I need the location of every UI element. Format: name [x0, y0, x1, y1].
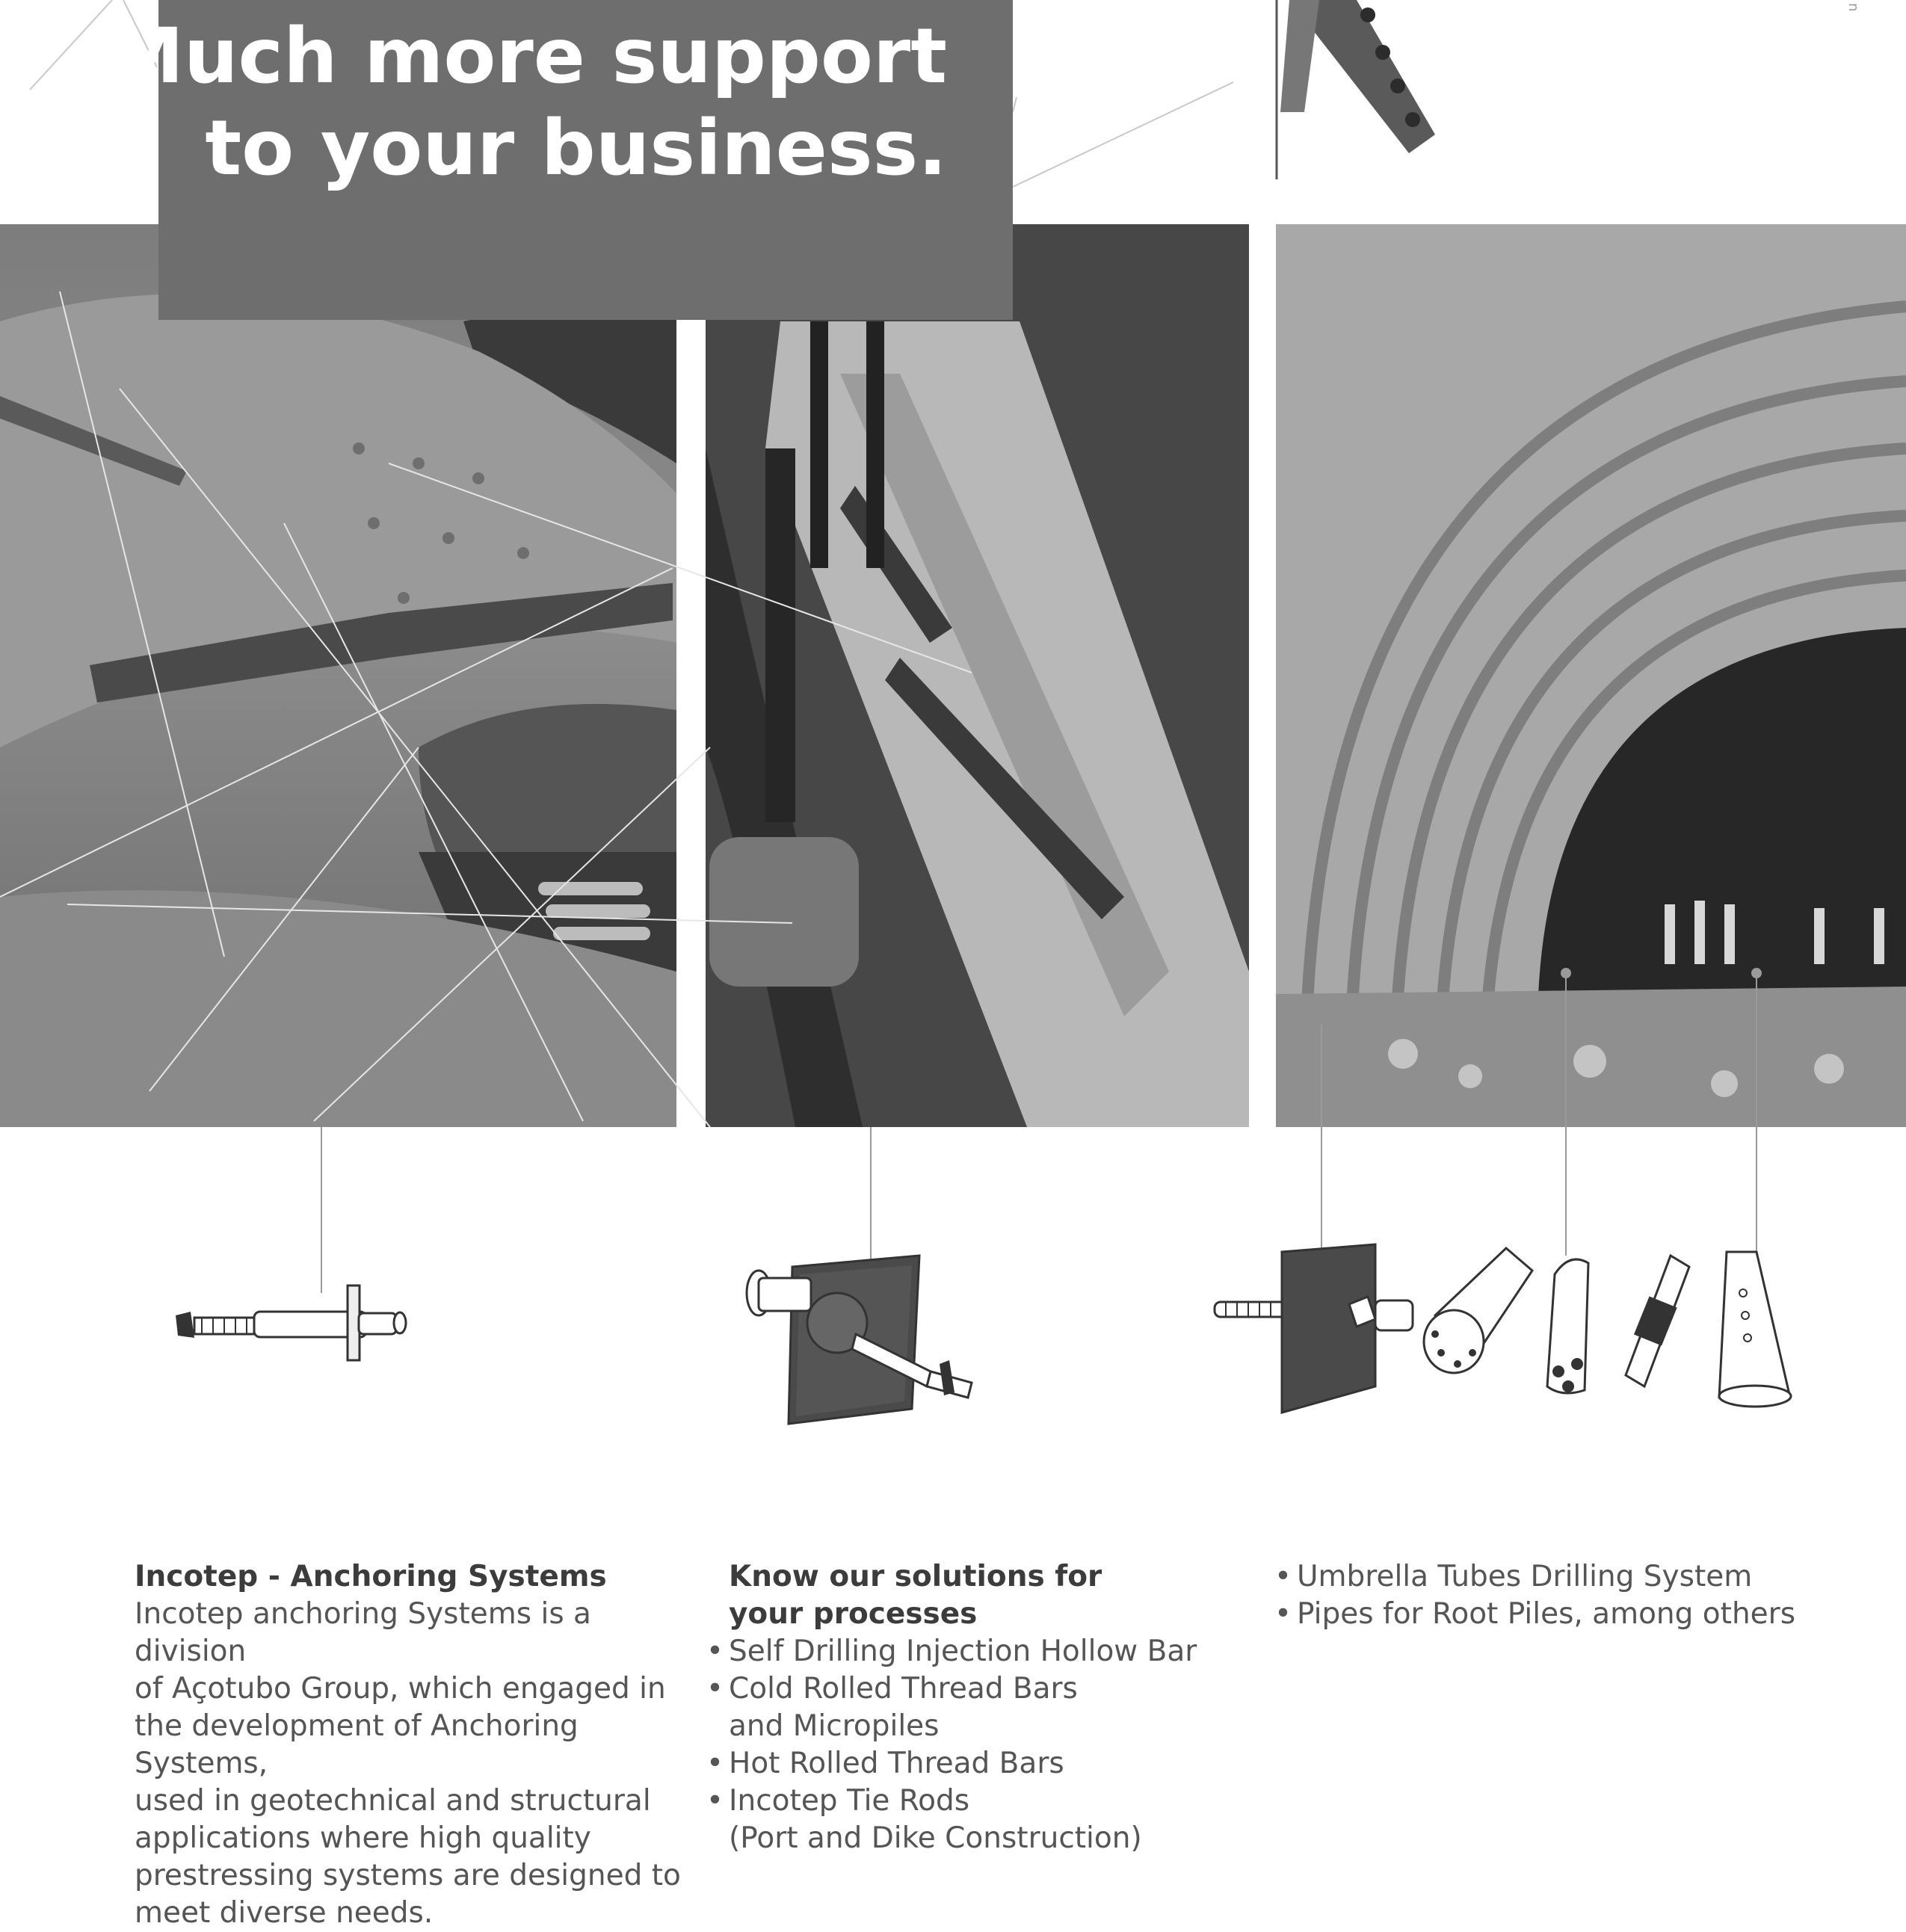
more-solutions-column — [1274, 1558, 1798, 1633]
edge-mark: n — [1845, 3, 1861, 12]
headline-box — [108, 0, 1013, 320]
more-solutions-list — [1274, 1558, 1798, 1633]
solutions-list-item — [706, 1745, 1230, 1783]
solution-item-line-2: and Micropiles — [729, 1709, 940, 1743]
hollow-bar-illustration — [172, 1282, 411, 1364]
thread-bar-plate-illustration — [744, 1252, 990, 1431]
intro-heading: Incotep - Anchoring Systems — [135, 1560, 607, 1593]
solutions-heading-line-2: your processes — [729, 1597, 978, 1631]
solution-item-line: • Cold Rolled Thread Bars — [729, 1672, 1078, 1706]
solutions-list-item — [706, 1670, 1230, 1745]
solution-item-line: • Incotep Tie Rods — [729, 1784, 970, 1818]
intro-line-1: Incotep anchoring Systems is a division — [135, 1597, 591, 1668]
solution-item-line: • Hot Rolled Thread Bars — [729, 1747, 1064, 1780]
solutions-list — [706, 1633, 1230, 1857]
solutions-column — [706, 1558, 1230, 1857]
more-solutions-list-item — [1274, 1596, 1798, 1633]
intro-line-4: used in geotechnical and structural — [135, 1784, 651, 1818]
solutions-list-item — [706, 1783, 1230, 1857]
headline-line-2: to your business. — [205, 104, 947, 193]
intro-column — [135, 1558, 688, 1932]
solutions-heading-line-1: Know our solutions for — [729, 1560, 1102, 1593]
intro-line-3: the development of Anchoring Systems, — [135, 1709, 579, 1780]
solution-item-line: • Self Drilling Injection Hollow Bar — [729, 1635, 1197, 1668]
intro-line-5: applications where high quality — [135, 1821, 591, 1855]
headline-line-1: Much more support — [108, 12, 947, 101]
more-solution-item-line: • Umbrella Tubes Drilling System — [1297, 1560, 1753, 1593]
solutions-list-item — [706, 1633, 1230, 1670]
solution-item-line-2: (Port and Dike Construction) — [729, 1821, 1142, 1855]
more-solution-item-line: • Pipes for Root Piles, among others — [1297, 1597, 1796, 1631]
intro-line-7: meet diverse needs. — [135, 1896, 434, 1930]
tunnel-products-illustration — [1211, 1241, 1801, 1420]
intro-line-2: of Açotubo Group, which engaged in — [135, 1672, 666, 1706]
intro-line-6: prestressing systems are designed to — [135, 1859, 681, 1892]
more-solutions-list-item — [1274, 1558, 1798, 1596]
